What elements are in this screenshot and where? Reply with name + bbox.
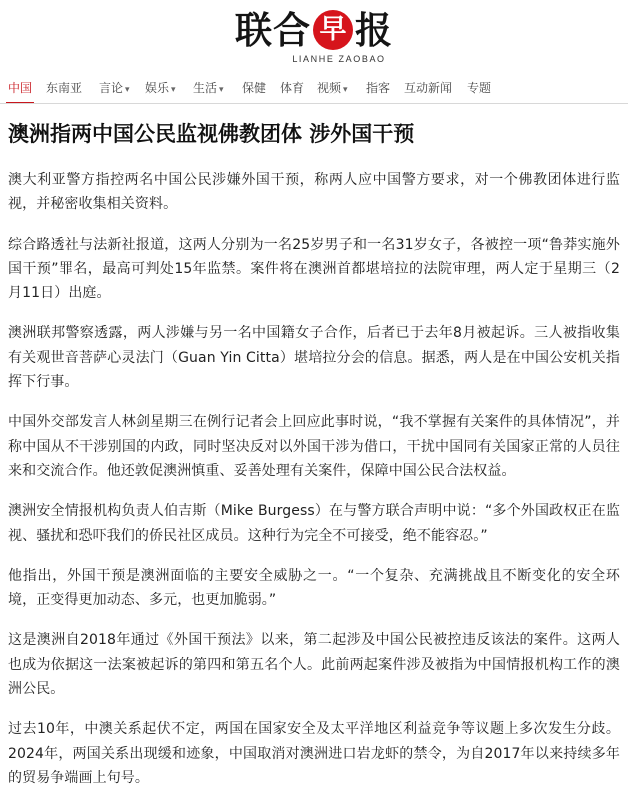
article-paragraph: 他指出，外国干预是澳洲面临的主要安全威胁之一。“一个复杂、充满挑战且不断变化的安全环境，正变得更加动态、多元，也更加脆弱。” (8, 567, 620, 609)
article-paragraph: 这是澳洲自2018年通过《外国干预法》以来，第二起涉及中国公民被控违反该法的案件。这两人也成为依据这一法案被起诉的第四和第五名个人。此前两起案件涉及被指为中国情报机构工作的澳洲公民。 (8, 632, 620, 698)
chevron-down-icon[interactable]: ▾ (171, 85, 176, 95)
logo-subtitle: LIANHE ZAOBAO (292, 54, 386, 64)
nav-item-label: 指客 (366, 81, 391, 95)
nav-item-label: 中国 (8, 81, 33, 95)
article-paragraph: 过去10年，中澳关系起伏不定，两国在国家安全及太平洋地区利益竞争等议题上多次发生分歧。2024年，两国关系出现缓和迹象，中国取消对澳洲进口岩龙虾的禁令，为自2017年以来持续多年的贸易争端画上句号。 (8, 721, 620, 786)
nav-item-lifestyle[interactable] (193, 74, 224, 103)
article-paragraph: 澳大利亚警方指控两名中国公民涉嫌外国干预，称两人应中国警方要求，对一个佛教团体进行监视，并秘密收集相关资料。 (8, 172, 620, 213)
nav-item-label: 娱乐 (145, 81, 170, 95)
nav-item-health[interactable] (242, 74, 266, 103)
nav-item-label: 生活 (193, 81, 218, 95)
nav-item-sports[interactable] (280, 74, 304, 103)
nav-item-zbcast[interactable] (366, 74, 390, 103)
nav-item-china[interactable] (8, 74, 32, 103)
main-nav (0, 74, 628, 104)
chevron-down-icon[interactable]: ▾ (219, 85, 224, 95)
nav-item-label: 互动新闻 (404, 81, 453, 95)
nav-item-entertainment[interactable] (145, 74, 176, 103)
nav-item-label: 专题 (467, 81, 492, 95)
article-body (8, 168, 620, 806)
nav-item-southeast-asia[interactable] (46, 74, 82, 103)
article-paragraph: 澳洲联邦警察透露，两人涉嫌与另一名中国籍女子合作，后者已于去年8月被起诉。三人被指收集有关观世音菩萨心灵法门（Guan Yin Citta）堪培拉分会的信息。据悉，两人是在中国公安机关指挥下行事。 (8, 325, 620, 391)
nav-item-label: 东南亚 (46, 81, 83, 95)
nav-item-label: 视频 (317, 81, 342, 95)
logo-text-right: 报 (355, 8, 393, 52)
article-title: 澳洲指两中国公民监视佛教团体 涉外国干预 (8, 122, 415, 146)
nav-item-video[interactable] (317, 74, 348, 103)
article-paragraph: 综合路透社与法新社报道，这两人分别为一名25岁男子和一名31岁女子，各被控一项“鲁莽实施外国干预”罪名，最高可判处15年监禁。案件将在澳洲首都堪培拉的法院审理，两人定于星期三（2月11日）出庭。 (8, 236, 620, 302)
nav-item-opinion[interactable] (99, 74, 130, 103)
article-paragraph: 澳洲安全情报机构负责人伯吉斯（Mike Burgess）在与警方联合声明中说：“多个外国政权正在监视、骚扰和恐吓我们的侨民社区成员。这种行为完全不可接受，绝不能容忍。” (8, 503, 620, 544)
article-paragraph: 中国外交部发言人林剑星期三在例行记者会上回应此事时说，“我不掌握有关案件的具体情况”，并称中国从不干涉别国的内政，同时坚决反对以外国干涉为借口，干扰中国同有关国家正常的人员往来和交流合作。他还敦促澳洲慎重、妥善处理有关案件，保障中国公民合法权益。 (8, 414, 620, 479)
chevron-down-icon[interactable]: ▾ (125, 85, 130, 95)
masthead (0, 0, 628, 70)
site-logo[interactable] (0, 8, 628, 52)
nav-item-label: 体育 (280, 81, 305, 95)
nav-item-label: 言论 (99, 81, 124, 95)
nav-item-label: 保健 (242, 81, 267, 95)
logo-text-left: 联合 (235, 8, 311, 52)
nav-item-features[interactable] (467, 74, 491, 103)
nav-item-interactive[interactable] (404, 74, 452, 103)
logo-seal: 早 (313, 10, 353, 50)
chevron-down-icon[interactable]: ▾ (343, 85, 348, 95)
